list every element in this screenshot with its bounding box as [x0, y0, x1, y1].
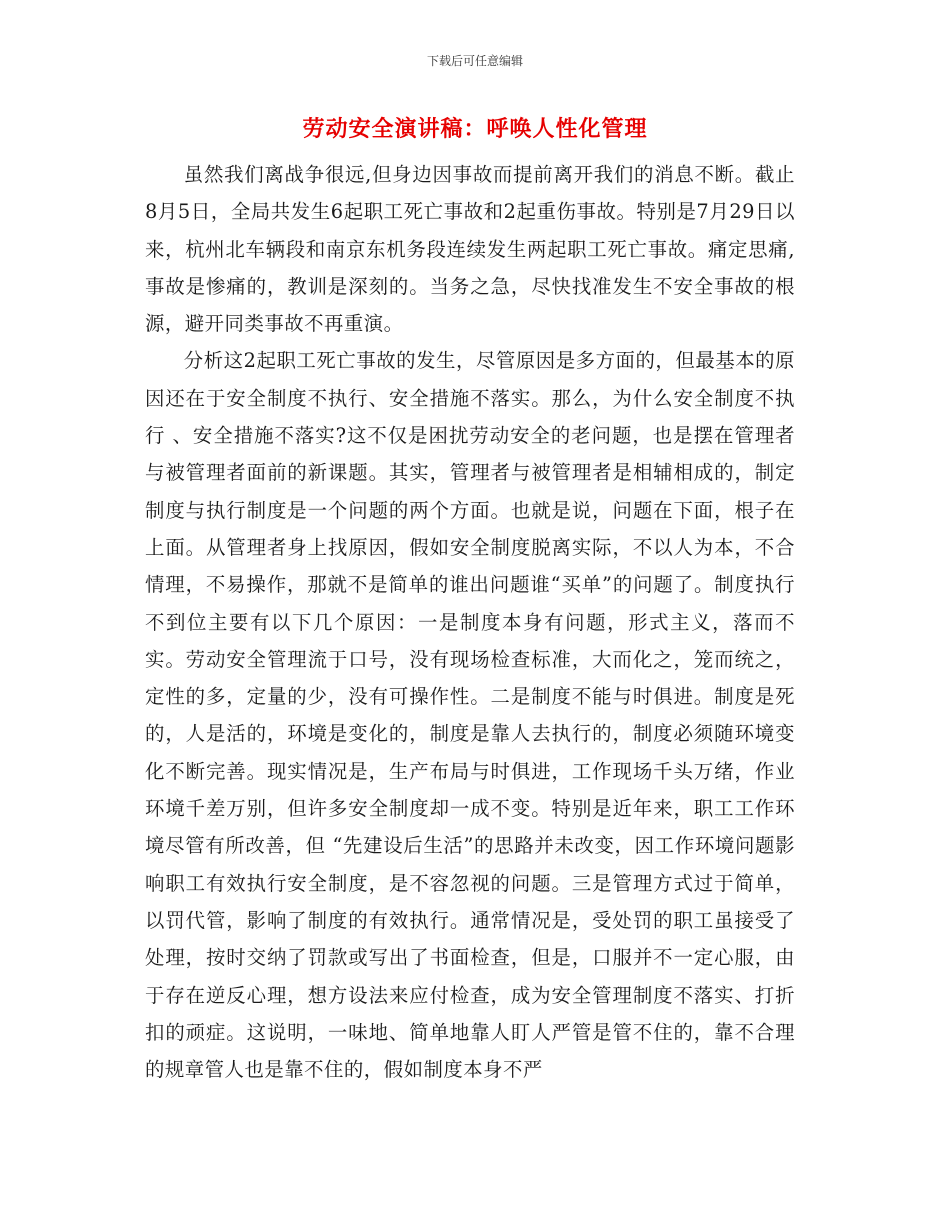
paragraph-1: 虽然我们离战争很远,但身边因事故而提前离开我们的消息不断。截止8月5日，全局共发生6起职工死亡事故和2起重伤事故。特别是7月29日以来，杭州北车辆段和南京东机务段连续发生两起职工死亡事故。痛定思痛,事故是惨痛的，教训是深刻的。当务之急，尽快找准发生不安全事故的根源，避开同类事故不再重演。: [145, 163, 795, 336]
document-body: [145, 156, 795, 1088]
header-note: 下载后可任意编辑: [426, 54, 523, 68]
document-title: 劳动安全演讲稿：呼唤人性化管理: [302, 116, 648, 142]
paragraph-2: 分析这2起职工死亡事故的发生，尽管原因是多方面的，但最基本的原因还在于安全制度不执行、安全措施不落实。那么，为什么安全制度不执行 、安全措施不落实?这不仅是困扰劳动安全的老问题，也是摆在管理者与被管理者面前的新课题。其实，管理者与被管理者是相辅相成的，制定制度与执行制度是一个问题的两个方面。也就是说，问题在下面，根子在上面。从管理者身上找原因，假如安全制度脱离实际，不以人为本，不合情理，不易操作，那就不是简单的谁出问题谁“买单”的问题了。制度执行不到位主要有以下几个原因：一是制度本身有问题，形式主义，落而不实。劳动安全管理流于口号，没有现场检查标准，大而化之，笼而统之，定性的多，定量的少，没有可操作性。二是制度不能与时俱进。制度是死的，人是活的，环境是变化的，制度是靠人去执行的，制度必须随环境变化不断完善。现实情况是，生产布局与时俱进，工作现场千头万绪，作业环境千差万别，但许多安全制度却一成不变。特别是近年来，职工工作环境尽管有所改善，但 “先建设后生活”的思路并未改变，因工作环境问题影响职工有效执行安全制度，是不容忽视的问题。三是管理方式过于简单，以罚代管，影响了制度的有效执行。通常情况是，受处罚的职工虽接受了处理，按时交纳了罚款或写出了书面检查，但是，口服并不一定心服，由于存在逆反心理，想方设法来应付检查，成为安全管理制度不落实、打折扣的顽症。这说明，一味地、简单地靠人盯人严管是管不住的，靠不合理的规章管人也是靠不住的，假如制度本身不严: [145, 349, 795, 1082]
